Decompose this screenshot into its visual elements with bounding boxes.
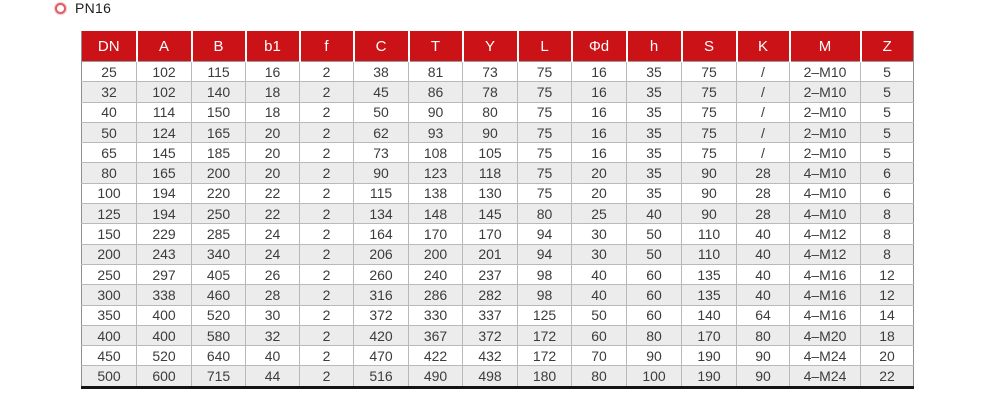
table-cell: 73 [463,62,518,82]
table-cell: 28 [737,183,790,203]
table-cell: 24 [246,224,300,244]
table-cell: 80 [518,204,572,224]
table-cell: 520 [192,305,246,325]
table-cell: 35 [627,102,682,122]
table-cell: 8 [861,224,914,244]
table-cell: 115 [354,183,409,203]
table-cell: 102 [137,82,192,102]
table-cell: 40 [737,264,790,284]
table-cell: 260 [354,264,409,284]
table-cell: 6 [861,183,914,203]
section-title: PN16 [75,0,112,16]
table-cell: 372 [463,325,518,345]
table-cell: 2 [300,163,354,183]
table-cell: 40 [737,244,790,264]
table-cell: 4–M24 [790,366,861,387]
table-cell: 300 [82,285,137,305]
table-cell: 400 [82,325,137,345]
table-row [82,305,914,325]
table-row [82,183,914,203]
table-cell: 93 [409,122,463,142]
table-cell: 420 [354,325,409,345]
table-cell: 194 [137,183,192,203]
table-cell: / [737,102,790,122]
table-cell: 65 [82,143,137,163]
table-cell: 2–M10 [790,62,861,82]
table-cell: 75 [518,163,572,183]
table-cell: 200 [409,244,463,264]
table-cell: 20 [246,122,300,142]
table-cell: 2–M10 [790,122,861,142]
table-cell: 80 [572,366,627,387]
table-cell: 75 [518,122,572,142]
table-row [82,62,914,82]
table-cell: 20 [572,183,627,203]
table-cell: 90 [627,346,682,366]
table-cell: 35 [627,183,682,203]
table-cell: 201 [463,244,518,264]
table-cell: 80 [737,325,790,345]
table-row [82,143,914,163]
table-cell: 8 [861,204,914,224]
table-cell: 185 [192,143,246,163]
table-cell: 35 [627,82,682,102]
table-cell: / [737,143,790,163]
table-cell: 170 [409,224,463,244]
table-cell: 285 [192,224,246,244]
table-cell: 316 [354,285,409,305]
table-row [82,325,914,345]
table-cell: 75 [518,143,572,163]
table-cell: 60 [627,264,682,284]
table-cell: 28 [737,204,790,224]
table-cell: 170 [463,224,518,244]
table-cell: 432 [463,346,518,366]
table-cell: 490 [409,366,463,387]
table-cell: 145 [137,143,192,163]
table-cell: 2 [300,62,354,82]
table-cell: 22 [246,204,300,224]
table-cell: 4–M10 [790,163,861,183]
table-cell: 90 [409,102,463,122]
table-cell: 90 [737,366,790,387]
table-cell: 18 [861,325,914,345]
bullet-icon [55,3,66,14]
table-cell: 2 [300,183,354,203]
table-cell: 2 [300,305,354,325]
column-header: C [354,31,409,62]
table-row [82,264,914,284]
table-cell: 40 [246,346,300,366]
table-cell: 22 [246,183,300,203]
table-cell: 30 [572,224,627,244]
column-header: Y [463,31,518,62]
table-cell: 105 [463,143,518,163]
table-cell: 470 [354,346,409,366]
table-cell: 190 [682,366,737,387]
section-label [55,0,111,16]
table-cell: 16 [572,62,627,82]
table-cell: 243 [137,244,192,264]
table-cell: 220 [192,183,246,203]
table-cell: 422 [409,346,463,366]
table-cell: 282 [463,285,518,305]
table-cell: 2–M10 [790,143,861,163]
table-cell: 18 [246,102,300,122]
table-cell: 500 [82,366,137,387]
table-cell: 45 [354,82,409,102]
table-cell: 2 [300,244,354,264]
table-cell: 200 [82,244,137,264]
table-cell: 94 [518,244,572,264]
table-cell: 330 [409,305,463,325]
table-cell: 78 [463,82,518,102]
table-cell: 580 [192,325,246,345]
table-cell: 50 [627,244,682,264]
table-cell: 4–M12 [790,224,861,244]
table-cell: 80 [82,163,137,183]
table-cell: 115 [192,62,246,82]
table-cell: 40 [572,285,627,305]
table-cell: 75 [518,102,572,122]
table-cell: 520 [137,346,192,366]
table-cell: 2 [300,366,354,387]
table-cell: 114 [137,102,192,122]
table-cell: 170 [682,325,737,345]
table-cell: 35 [627,62,682,82]
table-cell: 108 [409,143,463,163]
table-header-row [82,31,914,62]
table-cell: 2 [300,264,354,284]
table-cell: 2–M10 [790,102,861,122]
table-cell: 460 [192,285,246,305]
table-cell: 400 [137,325,192,345]
table-row [82,244,914,264]
table-row [82,285,914,305]
table-cell: 4–M16 [790,305,861,325]
table-body [82,62,914,388]
table-cell: 338 [137,285,192,305]
table-cell: 164 [354,224,409,244]
table-cell: 6 [861,163,914,183]
table-cell: 40 [627,204,682,224]
table-cell: 25 [572,204,627,224]
table-cell: 12 [861,285,914,305]
table-cell: 135 [682,285,737,305]
table-cell: 110 [682,224,737,244]
column-header: A [137,31,192,62]
table-cell: 75 [682,62,737,82]
table-cell: 5 [861,62,914,82]
table-cell: 35 [627,122,682,142]
table-cell: 240 [409,264,463,284]
table-cell: 2 [300,346,354,366]
table-cell: 20 [861,346,914,366]
column-header: DN [82,31,137,62]
table-cell: 200 [192,163,246,183]
table-cell: 16 [572,102,627,122]
table-cell: 124 [137,122,192,142]
table-cell: 350 [82,305,137,325]
table-cell: 4–M12 [790,244,861,264]
table-cell: 4–M24 [790,346,861,366]
table-cell: 229 [137,224,192,244]
table-cell: 5 [861,102,914,122]
table-cell: 2 [300,82,354,102]
table-cell: 98 [518,264,572,284]
table-cell: 90 [463,122,518,142]
table-cell: 26 [246,264,300,284]
table-cell: 32 [82,82,137,102]
table-header [82,31,914,62]
table-cell: 2 [300,224,354,244]
table-cell: 100 [82,183,137,203]
table-cell: 150 [82,224,137,244]
table-cell: 60 [572,325,627,345]
table-cell: 30 [572,244,627,264]
table-cell: 125 [518,305,572,325]
table-cell: 50 [82,122,137,142]
table-cell: 38 [354,62,409,82]
table-cell: 250 [192,204,246,224]
table-cell: 148 [409,204,463,224]
table-cell: 5 [861,122,914,142]
table-cell: 340 [192,244,246,264]
table-cell: 4–M16 [790,264,861,284]
table-cell: 640 [192,346,246,366]
table-cell: 400 [137,305,192,325]
column-header: S [682,31,737,62]
table-cell: 140 [682,305,737,325]
table-cell: 90 [682,204,737,224]
table-cell: 40 [82,102,137,122]
table-cell: 135 [682,264,737,284]
table-cell: 4–M20 [790,325,861,345]
table-cell: 50 [627,224,682,244]
table-cell: 2–M10 [790,82,861,102]
table-cell: 14 [861,305,914,325]
table-cell: 44 [246,366,300,387]
table-cell: 80 [463,102,518,122]
column-header: M [790,31,861,62]
table-cell: 516 [354,366,409,387]
table-cell: 75 [518,62,572,82]
table-cell: 35 [627,163,682,183]
table-cell: 81 [409,62,463,82]
table-cell: 64 [737,305,790,325]
table-cell: 90 [354,163,409,183]
table-cell: 75 [518,183,572,203]
table-cell: 90 [737,346,790,366]
table-cell: 20 [572,163,627,183]
table-cell: 125 [82,204,137,224]
table-cell: 2 [300,204,354,224]
table-cell: 20 [246,163,300,183]
table-row [82,82,914,102]
table-cell: 337 [463,305,518,325]
table-cell: 73 [354,143,409,163]
table-cell: 16 [572,122,627,142]
table-cell: 2 [300,143,354,163]
table-cell: 50 [572,305,627,325]
table-cell: 22 [861,366,914,387]
table-cell: 75 [682,102,737,122]
table-cell: 190 [682,346,737,366]
table-cell: 2 [300,325,354,345]
table-cell: 172 [518,346,572,366]
table-cell: 8 [861,244,914,264]
table-cell: 5 [861,82,914,102]
table-cell: 60 [627,305,682,325]
table-cell: 715 [192,366,246,387]
table-cell: 90 [682,163,737,183]
table-cell: 237 [463,264,518,284]
column-header: T [409,31,463,62]
column-header: h [627,31,682,62]
table-cell: 367 [409,325,463,345]
table-cell: 206 [354,244,409,264]
table-cell: 28 [737,163,790,183]
table-cell: 286 [409,285,463,305]
table-cell: 98 [518,285,572,305]
table-row [82,366,914,387]
column-header: f [300,31,354,62]
table-cell: 62 [354,122,409,142]
table-cell: 4–M10 [790,183,861,203]
table-cell: / [737,82,790,102]
table-cell: 102 [137,62,192,82]
table-row [82,122,914,142]
table-cell: 138 [409,183,463,203]
table-cell: 134 [354,204,409,224]
table-cell: 60 [627,285,682,305]
table-cell: 4–M10 [790,204,861,224]
table-cell: 16 [572,82,627,102]
column-header: Φd [572,31,627,62]
table-cell: 100 [627,366,682,387]
table-cell: 75 [682,143,737,163]
table-cell: 2 [300,102,354,122]
table-cell: 150 [192,102,246,122]
table-cell: 75 [518,82,572,102]
table-row [82,204,914,224]
table-cell: 118 [463,163,518,183]
table-cell: 194 [137,204,192,224]
table-cell: 20 [246,143,300,163]
table-row [82,163,914,183]
table-cell: 5 [861,143,914,163]
table-cell: 12 [861,264,914,284]
table-cell: 50 [354,102,409,122]
table-cell: / [737,62,790,82]
table-cell: / [737,122,790,142]
table-cell: 2 [300,122,354,142]
column-header: b1 [246,31,300,62]
table-cell: 94 [518,224,572,244]
table-cell: 498 [463,366,518,387]
table-cell: 90 [682,183,737,203]
column-header: L [518,31,572,62]
table-cell: 40 [737,285,790,305]
column-header: B [192,31,246,62]
table-cell: 75 [682,82,737,102]
table-cell: 4–M16 [790,285,861,305]
table-cell: 24 [246,244,300,264]
column-header: Z [861,31,914,62]
table-cell: 25 [82,62,137,82]
table-cell: 165 [192,122,246,142]
table-cell: 110 [682,244,737,264]
table-cell: 123 [409,163,463,183]
table-cell: 16 [246,62,300,82]
table-cell: 2 [300,285,354,305]
table-cell: 70 [572,346,627,366]
table-cell: 35 [627,143,682,163]
table-cell: 40 [572,264,627,284]
table-cell: 32 [246,325,300,345]
table-cell: 75 [682,122,737,142]
table-cell: 297 [137,264,192,284]
table-row [82,102,914,122]
table-cell: 172 [518,325,572,345]
column-header: K [737,31,790,62]
table-cell: 145 [463,204,518,224]
table-cell: 130 [463,183,518,203]
table-cell: 140 [192,82,246,102]
table-cell: 372 [354,305,409,325]
table-cell: 165 [137,163,192,183]
table-cell: 180 [518,366,572,387]
spec-table [81,31,914,389]
table-cell: 600 [137,366,192,387]
table-cell: 28 [246,285,300,305]
table-cell: 16 [572,143,627,163]
table-cell: 18 [246,82,300,102]
table-cell: 40 [737,224,790,244]
table-cell: 450 [82,346,137,366]
table-row [82,224,914,244]
table-cell: 30 [246,305,300,325]
table-cell: 405 [192,264,246,284]
table-cell: 80 [627,325,682,345]
table-cell: 86 [409,82,463,102]
table-cell: 250 [82,264,137,284]
table-row [82,346,914,366]
